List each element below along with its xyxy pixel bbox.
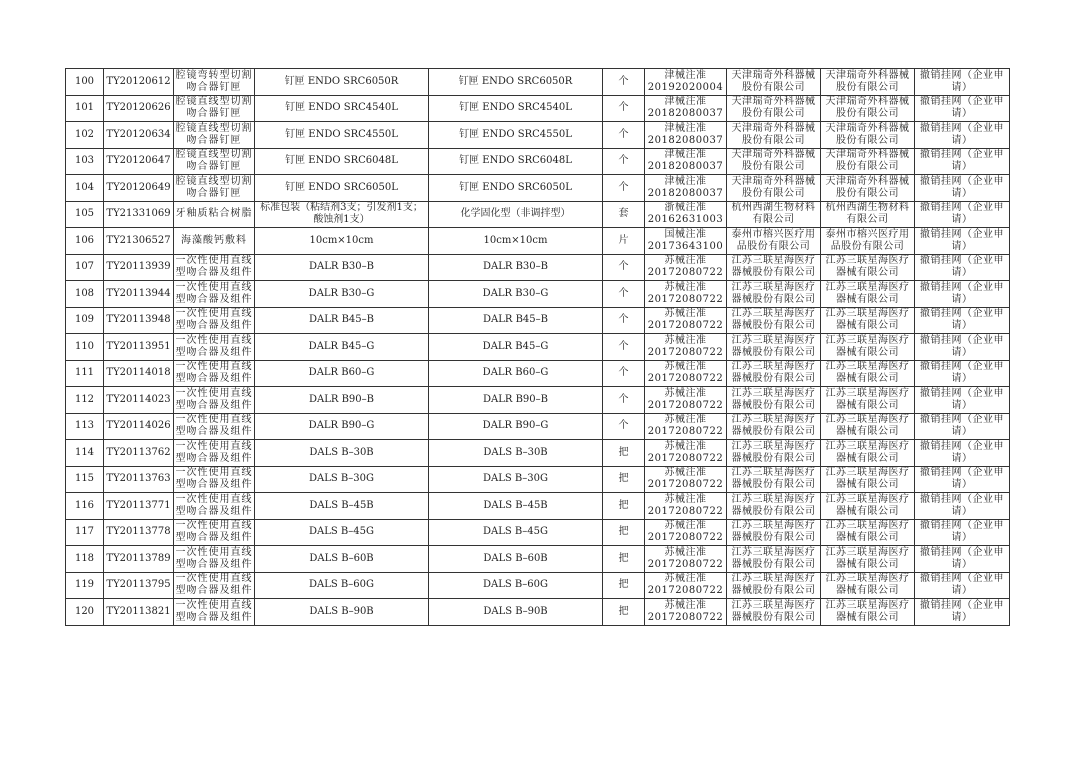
specification-cell: DALR B60–G (255, 360, 429, 387)
product-code-cell: TY20113789 (104, 546, 174, 573)
row-number-cell: 115 (66, 466, 104, 493)
delisting-reason-cell: 撤销挂网（企业申请） (915, 466, 1010, 493)
specification-cell: 钉匣 ENDO SRC4540L (255, 95, 429, 122)
registrant-cell: 江苏三联星海医疗器械股份有限公司 (727, 413, 821, 440)
product-code-cell: TY20120612 (104, 69, 174, 96)
manufacturer-cell: 江苏三联星海医疗器械有限公司 (821, 334, 915, 361)
table-row (66, 413, 1010, 440)
model-cell: 钉匣 ENDO SRC6048L (429, 148, 603, 175)
row-number-cell: 116 (66, 493, 104, 520)
product-name-cell: 一次性使用直线型吻合器及组件 (174, 546, 255, 573)
registrant-cell: 江苏三联星海医疗器械股份有限公司 (727, 281, 821, 308)
specification-cell: DALS B–90B (255, 599, 429, 626)
product-code-cell: TY20113948 (104, 307, 174, 334)
unit-cell: 个 (603, 387, 645, 414)
product-code-cell: TY21331069 (104, 201, 174, 228)
product-name-cell: 牙釉质粘合树脂 (174, 201, 255, 228)
delisting-reason-cell: 撤销挂网（企业申请） (915, 493, 1010, 520)
model-cell: DALR B90–G (429, 413, 603, 440)
registrant-cell: 江苏三联星海医疗器械股份有限公司 (727, 466, 821, 493)
table-body (66, 69, 1010, 626)
table-row (66, 281, 1010, 308)
specification-cell: DALR B45–B (255, 307, 429, 334)
product-code-cell: TY20113939 (104, 254, 174, 281)
product-code-cell: TY20120649 (104, 175, 174, 202)
registrant-cell: 江苏三联星海医疗器械股份有限公司 (727, 360, 821, 387)
row-number-cell: 101 (66, 95, 104, 122)
row-number-cell: 108 (66, 281, 104, 308)
registration-number-cell: 津械注准20192020004 (645, 69, 727, 96)
unit-cell: 把 (603, 572, 645, 599)
registration-number-cell: 苏械注准20172080722 (645, 440, 727, 467)
registrant-cell: 杭州西湖生物材料有限公司 (727, 201, 821, 228)
product-name-cell: 海藻酸钙敷料 (174, 228, 255, 255)
manufacturer-cell: 天津瑞奇外科器械股份有限公司 (821, 122, 915, 149)
delisting-reason-cell: 撤销挂网（企业申请） (915, 175, 1010, 202)
model-cell: DALR B45–B (429, 307, 603, 334)
registration-number-cell: 苏械注准20172080722 (645, 254, 727, 281)
table-row (66, 493, 1010, 520)
manufacturer-cell: 江苏三联星海医疗器械有限公司 (821, 546, 915, 573)
table-row (66, 307, 1010, 334)
delisting-reason-cell: 撤销挂网（企业申请） (915, 95, 1010, 122)
unit-cell: 个 (603, 148, 645, 175)
product-name-cell: 一次性使用直线型吻合器及组件 (174, 360, 255, 387)
model-cell: DALS B–90B (429, 599, 603, 626)
product-name-cell: 一次性使用直线型吻合器及组件 (174, 254, 255, 281)
table-row (66, 148, 1010, 175)
manufacturer-cell: 杭州西湖生物材料有限公司 (821, 201, 915, 228)
product-code-cell: TY20113951 (104, 334, 174, 361)
unit-cell: 把 (603, 440, 645, 467)
registration-number-cell: 苏械注准20172080722 (645, 493, 727, 520)
product-code-cell: TY20113778 (104, 519, 174, 546)
unit-cell: 个 (603, 175, 645, 202)
delisting-reason-cell: 撤销挂网（企业申请） (915, 228, 1010, 255)
specification-cell: DALR B45–G (255, 334, 429, 361)
model-cell: DALS B–45G (429, 519, 603, 546)
product-code-cell: TY20113763 (104, 466, 174, 493)
table-row (66, 254, 1010, 281)
product-code-cell: TY20113771 (104, 493, 174, 520)
specification-cell: DALS B–45G (255, 519, 429, 546)
unit-cell: 套 (603, 201, 645, 228)
product-name-cell: 一次性使用直线型吻合器及组件 (174, 466, 255, 493)
table-row (66, 466, 1010, 493)
table-row (66, 440, 1010, 467)
manufacturer-cell: 江苏三联星海医疗器械有限公司 (821, 387, 915, 414)
specification-cell: DALR B30–B (255, 254, 429, 281)
specification-cell: DALR B90–G (255, 413, 429, 440)
manufacturer-cell: 江苏三联星海医疗器械有限公司 (821, 519, 915, 546)
manufacturer-cell: 天津瑞奇外科器械股份有限公司 (821, 95, 915, 122)
registrant-cell: 江苏三联星海医疗器械股份有限公司 (727, 334, 821, 361)
model-cell: 钉匣 ENDO SRC6050L (429, 175, 603, 202)
model-cell: 钉匣 ENDO SRC6050R (429, 69, 603, 96)
manufacturer-cell: 江苏三联星海医疗器械有限公司 (821, 466, 915, 493)
product-code-cell: TY20113795 (104, 572, 174, 599)
product-code-cell: TY20120647 (104, 148, 174, 175)
registration-number-cell: 苏械注准20172080722 (645, 334, 727, 361)
table-row (66, 228, 1010, 255)
delisting-reason-cell: 撤销挂网（企业申请） (915, 201, 1010, 228)
registration-number-cell: 苏械注准20172080722 (645, 519, 727, 546)
product-name-cell: 腔镜直线型切割吻合器钉匣 (174, 122, 255, 149)
product-code-cell: TY20120626 (104, 95, 174, 122)
product-code-cell: TY20114026 (104, 413, 174, 440)
manufacturer-cell: 江苏三联星海医疗器械有限公司 (821, 413, 915, 440)
specification-cell: 10cm×10cm (255, 228, 429, 255)
table-row (66, 122, 1010, 149)
row-number-cell: 103 (66, 148, 104, 175)
product-code-cell: TY20113944 (104, 281, 174, 308)
delisting-table (65, 68, 1010, 626)
registrant-cell: 江苏三联星海医疗器械股份有限公司 (727, 546, 821, 573)
unit-cell: 个 (603, 122, 645, 149)
unit-cell: 个 (603, 413, 645, 440)
delisting-reason-cell: 撤销挂网（企业申请） (915, 440, 1010, 467)
registrant-cell: 天津瑞奇外科器械股份有限公司 (727, 148, 821, 175)
specification-cell: DALS B–30B (255, 440, 429, 467)
specification-cell: 钉匣 ENDO SRC4550L (255, 122, 429, 149)
registration-number-cell: 津械注准20182080037 (645, 95, 727, 122)
registration-number-cell: 津械注准20182080037 (645, 175, 727, 202)
registration-number-cell: 苏械注准20172080722 (645, 281, 727, 308)
manufacturer-cell: 江苏三联星海医疗器械有限公司 (821, 307, 915, 334)
delisting-reason-cell: 撤销挂网（企业申请） (915, 334, 1010, 361)
unit-cell: 把 (603, 493, 645, 520)
product-code-cell: TY21306527 (104, 228, 174, 255)
registration-number-cell: 津械注准20182080037 (645, 148, 727, 175)
manufacturer-cell: 天津瑞奇外科器械股份有限公司 (821, 69, 915, 96)
product-code-cell: TY20114018 (104, 360, 174, 387)
manufacturer-cell: 江苏三联星海医疗器械有限公司 (821, 440, 915, 467)
model-cell: DALR B45–G (429, 334, 603, 361)
row-number-cell: 117 (66, 519, 104, 546)
product-name-cell: 一次性使用直线型吻合器及组件 (174, 307, 255, 334)
registration-number-cell: 苏械注准20172080722 (645, 466, 727, 493)
manufacturer-cell: 江苏三联星海医疗器械有限公司 (821, 281, 915, 308)
registration-number-cell: 津械注准20182080037 (645, 122, 727, 149)
row-number-cell: 102 (66, 122, 104, 149)
product-name-cell: 一次性使用直线型吻合器及组件 (174, 334, 255, 361)
unit-cell: 片 (603, 228, 645, 255)
row-number-cell: 118 (66, 546, 104, 573)
registration-number-cell: 苏械注准20172080722 (645, 572, 727, 599)
registrant-cell: 江苏三联星海医疗器械股份有限公司 (727, 572, 821, 599)
row-number-cell: 109 (66, 307, 104, 334)
model-cell: DALS B–30G (429, 466, 603, 493)
product-name-cell: 一次性使用直线型吻合器及组件 (174, 572, 255, 599)
row-number-cell: 113 (66, 413, 104, 440)
model-cell: DALR B30–B (429, 254, 603, 281)
delisting-reason-cell: 撤销挂网（企业申请） (915, 572, 1010, 599)
model-cell: 化学固化型（非调拌型） (429, 201, 603, 228)
table-row (66, 572, 1010, 599)
product-name-cell: 一次性使用直线型吻合器及组件 (174, 519, 255, 546)
registrant-cell: 天津瑞奇外科器械股份有限公司 (727, 95, 821, 122)
product-code-cell: TY20114023 (104, 387, 174, 414)
specification-cell: DALR B30–G (255, 281, 429, 308)
registration-number-cell: 国械注准20173643100 (645, 228, 727, 255)
manufacturer-cell: 江苏三联星海医疗器械有限公司 (821, 599, 915, 626)
row-number-cell: 112 (66, 387, 104, 414)
row-number-cell: 110 (66, 334, 104, 361)
unit-cell: 把 (603, 466, 645, 493)
row-number-cell: 100 (66, 69, 104, 96)
delisting-reason-cell: 撤销挂网（企业申请） (915, 148, 1010, 175)
registrant-cell: 江苏三联星海医疗器械股份有限公司 (727, 519, 821, 546)
specification-cell: 钉匣 ENDO SRC6048L (255, 148, 429, 175)
registrant-cell: 江苏三联星海医疗器械股份有限公司 (727, 307, 821, 334)
specification-cell: DALR B90–B (255, 387, 429, 414)
registrant-cell: 泰州市榕兴医疗用品股份有限公司 (727, 228, 821, 255)
model-cell: 钉匣 ENDO SRC4550L (429, 122, 603, 149)
unit-cell: 把 (603, 519, 645, 546)
row-number-cell: 104 (66, 175, 104, 202)
model-cell: DALS B–60G (429, 572, 603, 599)
manufacturer-cell: 天津瑞奇外科器械股份有限公司 (821, 148, 915, 175)
row-number-cell: 105 (66, 201, 104, 228)
table-row (66, 201, 1010, 228)
registrant-cell: 江苏三联星海医疗器械股份有限公司 (727, 599, 821, 626)
specification-cell: 标准包装（粘结剂3支；引发剂1支；酸蚀剂1支） (255, 201, 429, 228)
registrant-cell: 天津瑞奇外科器械股份有限公司 (727, 122, 821, 149)
product-code-cell: TY20120634 (104, 122, 174, 149)
table-row (66, 95, 1010, 122)
registrant-cell: 天津瑞奇外科器械股份有限公司 (727, 69, 821, 96)
table-row (66, 360, 1010, 387)
delisting-reason-cell: 撤销挂网（企业申请） (915, 519, 1010, 546)
unit-cell: 个 (603, 334, 645, 361)
registration-number-cell: 苏械注准20172080722 (645, 413, 727, 440)
table-row (66, 69, 1010, 96)
registrant-cell: 江苏三联星海医疗器械股份有限公司 (727, 493, 821, 520)
manufacturer-cell: 江苏三联星海医疗器械有限公司 (821, 493, 915, 520)
manufacturer-cell: 江苏三联星海医疗器械有限公司 (821, 360, 915, 387)
table-row (66, 175, 1010, 202)
row-number-cell: 111 (66, 360, 104, 387)
specification-cell: DALS B–45B (255, 493, 429, 520)
model-cell: 10cm×10cm (429, 228, 603, 255)
manufacturer-cell: 天津瑞奇外科器械股份有限公司 (821, 175, 915, 202)
specification-cell: DALS B–60B (255, 546, 429, 573)
row-number-cell: 106 (66, 228, 104, 255)
delisting-reason-cell: 撤销挂网（企业申请） (915, 254, 1010, 281)
delisting-reason-cell: 撤销挂网（企业申请） (915, 360, 1010, 387)
unit-cell: 个 (603, 360, 645, 387)
table-row (66, 599, 1010, 626)
delisting-reason-cell: 撤销挂网（企业申请） (915, 599, 1010, 626)
table-row (66, 334, 1010, 361)
delisting-reason-cell: 撤销挂网（企业申请） (915, 281, 1010, 308)
model-cell: DALR B60–G (429, 360, 603, 387)
product-name-cell: 一次性使用直线型吻合器及组件 (174, 440, 255, 467)
manufacturer-cell: 江苏三联星海医疗器械有限公司 (821, 572, 915, 599)
registrant-cell: 江苏三联星海医疗器械股份有限公司 (727, 440, 821, 467)
product-code-cell: TY20113762 (104, 440, 174, 467)
row-number-cell: 114 (66, 440, 104, 467)
model-cell: 钉匣 ENDO SRC4540L (429, 95, 603, 122)
product-code-cell: TY20113821 (104, 599, 174, 626)
registration-number-cell: 苏械注准20172080722 (645, 307, 727, 334)
table-row (66, 519, 1010, 546)
delisting-reason-cell: 撤销挂网（企业申请） (915, 69, 1010, 96)
registration-number-cell: 浙械注准20162631003 (645, 201, 727, 228)
product-name-cell: 一次性使用直线型吻合器及组件 (174, 387, 255, 414)
delisting-reason-cell: 撤销挂网（企业申请） (915, 546, 1010, 573)
product-name-cell: 腔镜弯转型切割吻合器钉匣 (174, 69, 255, 96)
specification-cell: 钉匣 ENDO SRC6050R (255, 69, 429, 96)
model-cell: DALS B–30B (429, 440, 603, 467)
unit-cell: 个 (603, 95, 645, 122)
model-cell: DALS B–60B (429, 546, 603, 573)
product-name-cell: 一次性使用直线型吻合器及组件 (174, 281, 255, 308)
registrant-cell: 天津瑞奇外科器械股份有限公司 (727, 175, 821, 202)
registration-number-cell: 苏械注准20172080722 (645, 599, 727, 626)
product-name-cell: 腔镜直线型切割吻合器钉匣 (174, 175, 255, 202)
registrant-cell: 江苏三联星海医疗器械股份有限公司 (727, 254, 821, 281)
registration-number-cell: 苏械注准20172080722 (645, 546, 727, 573)
model-cell: DALS B–45B (429, 493, 603, 520)
delisting-reason-cell: 撤销挂网（企业申请） (915, 122, 1010, 149)
model-cell: DALR B30–G (429, 281, 603, 308)
unit-cell: 把 (603, 546, 645, 573)
delisting-reason-cell: 撤销挂网（企业申请） (915, 307, 1010, 334)
model-cell: DALR B90–B (429, 387, 603, 414)
product-name-cell: 一次性使用直线型吻合器及组件 (174, 599, 255, 626)
registration-number-cell: 苏械注准20172080722 (645, 387, 727, 414)
registration-number-cell: 苏械注准20172080722 (645, 360, 727, 387)
product-name-cell: 腔镜直线型切割吻合器钉匣 (174, 95, 255, 122)
row-number-cell: 119 (66, 572, 104, 599)
unit-cell: 个 (603, 281, 645, 308)
unit-cell: 个 (603, 254, 645, 281)
row-number-cell: 107 (66, 254, 104, 281)
product-name-cell: 腔镜直线型切割吻合器钉匣 (174, 148, 255, 175)
unit-cell: 把 (603, 599, 645, 626)
delisting-reason-cell: 撤销挂网（企业申请） (915, 413, 1010, 440)
specification-cell: DALS B–60G (255, 572, 429, 599)
table-row (66, 387, 1010, 414)
product-name-cell: 一次性使用直线型吻合器及组件 (174, 413, 255, 440)
manufacturer-cell: 江苏三联星海医疗器械有限公司 (821, 254, 915, 281)
product-name-cell: 一次性使用直线型吻合器及组件 (174, 493, 255, 520)
table-row (66, 546, 1010, 573)
specification-cell: 钉匣 ENDO SRC6050L (255, 175, 429, 202)
unit-cell: 个 (603, 69, 645, 96)
manufacturer-cell: 泰州市榕兴医疗用品股份有限公司 (821, 228, 915, 255)
delisting-reason-cell: 撤销挂网（企业申请） (915, 387, 1010, 414)
specification-cell: DALS B–30G (255, 466, 429, 493)
unit-cell: 个 (603, 307, 645, 334)
row-number-cell: 120 (66, 599, 104, 626)
registrant-cell: 江苏三联星海医疗器械股份有限公司 (727, 387, 821, 414)
